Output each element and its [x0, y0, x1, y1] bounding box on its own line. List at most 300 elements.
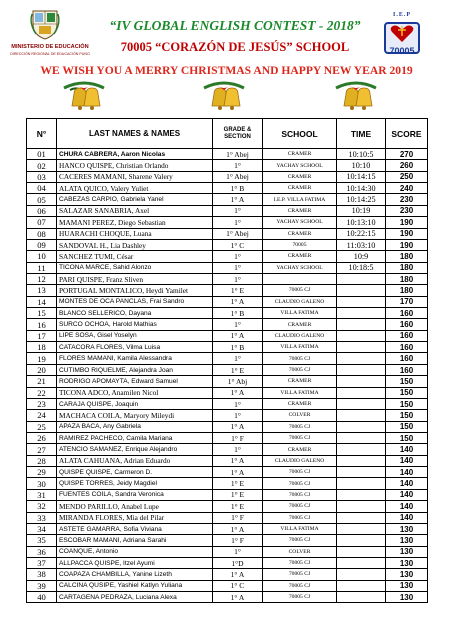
table-row: [27, 410, 428, 421]
score-value: 160: [386, 364, 428, 375]
row-number: 22: [27, 387, 57, 398]
finish-time: [337, 557, 386, 568]
grade-section: 1° A: [213, 467, 263, 478]
row-number: 04: [27, 183, 57, 194]
finish-time: [337, 353, 386, 364]
results-table: [26, 118, 428, 603]
student-name: FUENTES COILA, Sandra Veronica: [57, 489, 213, 500]
row-number: 39: [27, 580, 57, 591]
row-number: 09: [27, 239, 57, 250]
school-name: CRAMER: [263, 376, 337, 387]
school-name: 70005 CJ: [263, 580, 337, 591]
score-value: 160: [386, 308, 428, 319]
grade-section: 1°: [213, 251, 263, 262]
row-number: 19: [27, 353, 57, 364]
school-name: CLAUDIO GALENO: [263, 296, 337, 307]
finish-time: 10:9: [337, 251, 386, 262]
score-value: 190: [386, 228, 428, 239]
finish-time: [337, 546, 386, 557]
finish-time: 10:14:25: [337, 194, 386, 205]
table-row: [27, 398, 428, 409]
table-row: [27, 432, 428, 443]
student-name: ALATA QUICO, Valery Yuliet: [57, 183, 213, 194]
grade-section: 1° F: [213, 512, 263, 523]
finish-time: 10:19: [337, 205, 386, 216]
score-value: 160: [386, 353, 428, 364]
finish-time: [337, 580, 386, 591]
grade-section: 1° A: [213, 194, 263, 205]
grade-section: 1°: [213, 273, 263, 284]
score-value: 250: [386, 171, 428, 182]
finish-time: [337, 421, 386, 432]
row-number: 27: [27, 444, 57, 455]
grade-section: 1°: [213, 205, 263, 216]
student-name: CHURA CABRERA, Aaron Nicolas: [57, 149, 213, 160]
finish-time: [337, 444, 386, 455]
school-name: CRAMER: [263, 171, 337, 182]
finish-time: [337, 523, 386, 534]
score-value: 230: [386, 194, 428, 205]
table-row: [27, 512, 428, 523]
table-row: [27, 228, 428, 239]
school-name: 70005 CJ: [263, 535, 337, 546]
score-value: 160: [386, 319, 428, 330]
row-number: 08: [27, 228, 57, 239]
grade-section: 1°: [213, 444, 263, 455]
school-name: VILLA FATIMA: [263, 523, 337, 534]
row-number: 21: [27, 376, 57, 387]
school-name: CRAMER: [263, 205, 337, 216]
row-number: 33: [27, 512, 57, 523]
table-row: [27, 239, 428, 250]
finish-time: 10:10:5: [337, 149, 386, 160]
score-value: 180: [386, 262, 428, 273]
grade-section: 1°: [213, 262, 263, 273]
table-row: [27, 580, 428, 591]
table-row: [27, 455, 428, 466]
table-row: [27, 296, 428, 307]
score-value: 130: [386, 557, 428, 568]
christmas-bells-icon: [196, 80, 252, 120]
student-name: MENDO PARILLO, Anabel Lupe: [57, 501, 213, 512]
school-name: 70005: [263, 239, 337, 250]
column-header-school: SCHOOL: [263, 119, 337, 149]
school-name: VILLA FATIMA: [263, 387, 337, 398]
student-name: QUISPE TORRES, Jeidy Magdiel: [57, 478, 213, 489]
student-name: FLORES MAMANI, Kamila Alessandra: [57, 353, 213, 364]
row-number: 37: [27, 557, 57, 568]
grade-section: 1° E: [213, 501, 263, 512]
table-row: [27, 387, 428, 398]
grade-section: 1° Abej: [213, 171, 263, 182]
finish-time: [337, 489, 386, 500]
school-name: YACHAY SCHOOL: [263, 262, 337, 273]
school-name: YACHAY SCHOOL: [263, 217, 337, 228]
row-number: 25: [27, 421, 57, 432]
student-name: PARI QUISPE, Franz Sliven: [57, 273, 213, 284]
grade-section: 1° Abej: [213, 149, 263, 160]
table-row: [27, 160, 428, 171]
row-number: 35: [27, 535, 57, 546]
school-title: 70005 “CORAZÓN DE JESÚS” SCHOOL: [120, 40, 350, 54]
grade-section: 1°: [213, 319, 263, 330]
row-number: 38: [27, 569, 57, 580]
student-name: ALLPACCA QUISPE, Itzel Ayumi: [57, 557, 213, 568]
school-name: CRAMER: [263, 228, 337, 239]
grade-section: 1° B: [213, 308, 263, 319]
student-name: CARTAGENA PEDRAZA, Luciana Alexa: [57, 592, 213, 603]
table-row: [27, 592, 428, 603]
finish-time: [337, 330, 386, 341]
score-value: 130: [386, 523, 428, 534]
grade-section: 1°: [213, 410, 263, 421]
column-header-names: LAST NAMES & NAMES: [57, 119, 213, 149]
score-value: 160: [386, 330, 428, 341]
finish-time: [337, 273, 386, 284]
student-name: LIPE SOSA, Gisel Yoselyn: [57, 330, 213, 341]
grade-section: 1° F: [213, 432, 263, 443]
school-name: 70005 CJ: [263, 489, 337, 500]
student-name: MACHACA COILA, Maryory Mileydi: [57, 410, 213, 421]
score-value: 140: [386, 467, 428, 478]
finish-time: 10:13:10: [337, 217, 386, 228]
school-name: COLVER: [263, 546, 337, 557]
table-row: [27, 376, 428, 387]
student-name: SURCO OCHOA, Harold Mathias: [57, 319, 213, 330]
row-number: 40: [27, 592, 57, 603]
score-value: 180: [386, 285, 428, 296]
finish-time: [337, 308, 386, 319]
row-number: 10: [27, 251, 57, 262]
row-number: 26: [27, 432, 57, 443]
holiday-banner: WE WISH YOU A MERRY CHRISTMAS AND HAPPY NEW YEAR 2019: [40, 64, 413, 77]
student-name: CALCINA QUSIPE, Yashiel Katlyn Yuliana: [57, 580, 213, 591]
grade-section: 1° A: [213, 455, 263, 466]
school-name: CRAMER: [263, 444, 337, 455]
score-value: 140: [386, 455, 428, 466]
student-name: MONTES DE OCA PANCLAS, Frai Sandro: [57, 296, 213, 307]
student-name: ATENCIO SAMANEZ, Enrique Alejandro: [57, 444, 213, 455]
row-number: 34: [27, 523, 57, 534]
table-row: [27, 523, 428, 534]
score-value: 150: [386, 421, 428, 432]
table-row: [27, 183, 428, 194]
grade-section: 1° Abj: [213, 376, 263, 387]
grade-section: 1°D: [213, 557, 263, 568]
school-name: 70005 CJ: [263, 569, 337, 580]
finish-time: 10:22:15: [337, 228, 386, 239]
grade-section: 1° E: [213, 364, 263, 375]
score-value: 190: [386, 217, 428, 228]
table-row: [27, 149, 428, 160]
ministry-crest: [10, 8, 90, 66]
row-number: 18: [27, 342, 57, 353]
finish-time: [337, 501, 386, 512]
score-value: 130: [386, 535, 428, 546]
student-name: CABEZAS CARPIO, Gabriela Yanel: [57, 194, 213, 205]
finish-time: 10:14:30: [337, 183, 386, 194]
score-value: 180: [386, 251, 428, 262]
score-value: 270: [386, 149, 428, 160]
row-number: 32: [27, 501, 57, 512]
score-value: 230: [386, 205, 428, 216]
row-number: 20: [27, 364, 57, 375]
row-number: 17: [27, 330, 57, 341]
table-row: [27, 467, 428, 478]
student-name: CACERES MAMANI, Sharene Valery: [57, 171, 213, 182]
grade-section: 1° A: [213, 387, 263, 398]
row-number: 24: [27, 410, 57, 421]
column-header-time: TIME: [337, 119, 386, 149]
row-number: 16: [27, 319, 57, 330]
score-value: 260: [386, 160, 428, 171]
score-value: 180: [386, 273, 428, 284]
grade-section: 1° E: [213, 285, 263, 296]
student-name: BLANCO SELLERICO, Dayana: [57, 308, 213, 319]
grade-section: 1° A: [213, 523, 263, 534]
christmas-bells-icon: [56, 80, 112, 120]
school-name: YACHAY SCHOOL: [263, 160, 337, 171]
row-number: 28: [27, 455, 57, 466]
row-number: 07: [27, 217, 57, 228]
table-row: [27, 285, 428, 296]
school-name: CRAMER: [263, 183, 337, 194]
student-name: TICONA ADCO, Anamilen Nicol: [57, 387, 213, 398]
row-number: 23: [27, 398, 57, 409]
school-name: COLVER: [263, 410, 337, 421]
student-name: RAMIREZ PACHECO, Camila Mariana: [57, 432, 213, 443]
column-header-number: N°: [27, 119, 57, 149]
finish-time: [337, 364, 386, 375]
student-name: CUTIMBO RIQUELME, Alejandra Joan: [57, 364, 213, 375]
student-name: MAMANI PEREZ, Diego Sebastian: [57, 217, 213, 228]
grade-section: 1° C: [213, 580, 263, 591]
score-value: 150: [386, 376, 428, 387]
grade-header-line2: SECTION: [224, 133, 251, 140]
table-row: [27, 319, 428, 330]
christmas-bells-icon: [328, 80, 384, 120]
contest-title: “IV GLOBAL ENGLISH CONTEST - 2018”: [109, 18, 361, 33]
score-value: 130: [386, 546, 428, 557]
score-value: 160: [386, 342, 428, 353]
table-row: [27, 342, 428, 353]
regional-directorate: DIRECCIÓN REGIONAL DE EDUCACIÓN PUNO: [10, 52, 90, 56]
student-name: HANCO QUISPE, Christian Orlando: [57, 160, 213, 171]
table-row: [27, 330, 428, 341]
row-number: 36: [27, 546, 57, 557]
column-header-grade: [213, 119, 263, 149]
school-name: 70005 CJ: [263, 512, 337, 523]
column-header-score: SCORE: [386, 119, 428, 149]
table-row: [27, 557, 428, 568]
school-name: CLAUDIO GALENO: [263, 455, 337, 466]
row-number: 30: [27, 478, 57, 489]
school-name: CLAUDIO GALENO: [263, 330, 337, 341]
student-name: RODRIGO APOMAYTA, Edward Samuel: [57, 376, 213, 387]
grade-section: 1° A: [213, 421, 263, 432]
table-row: [27, 535, 428, 546]
score-value: 140: [386, 444, 428, 455]
row-number: 12: [27, 273, 57, 284]
student-name: MIRANDA FLORES, Mia del Pilar: [57, 512, 213, 523]
school-name: [263, 273, 337, 284]
table-row: [27, 569, 428, 580]
school-name: CRAMER: [263, 398, 337, 409]
grade-section: 1° C: [213, 239, 263, 250]
grade-section: 1° A: [213, 569, 263, 580]
grade-section: 1° E: [213, 489, 263, 500]
row-number: 13: [27, 285, 57, 296]
grade-section: 1° A: [213, 592, 263, 603]
table-header-row: [27, 119, 428, 149]
score-value: 130: [386, 569, 428, 580]
row-number: 29: [27, 467, 57, 478]
student-name: CATACORA FLORES, Vilma Luisa: [57, 342, 213, 353]
row-number: 14: [27, 296, 57, 307]
finish-time: [337, 432, 386, 443]
table-row: [27, 194, 428, 205]
table-body: [27, 149, 428, 603]
table-row: [27, 353, 428, 364]
finish-time: [337, 410, 386, 421]
finish-time: [337, 285, 386, 296]
student-name: ALATA CAHUANA, Adrian Eduardo: [57, 455, 213, 466]
finish-time: [337, 319, 386, 330]
grade-section: 1° B: [213, 183, 263, 194]
score-value: 140: [386, 501, 428, 512]
table-row: [27, 217, 428, 228]
school-name: I.E.P. VILLA FATIMA: [263, 194, 337, 205]
peru-shield-icon: [30, 8, 60, 40]
student-name: CARAJA QUISPE, Joaquin: [57, 398, 213, 409]
score-value: 140: [386, 478, 428, 489]
finish-time: [337, 296, 386, 307]
finish-time: [337, 398, 386, 409]
table-row: [27, 262, 428, 273]
school-name: 70005 CJ: [263, 557, 337, 568]
finish-time: [337, 535, 386, 546]
finish-time: 10:14:15: [337, 171, 386, 182]
student-name: HUARACHI CHOQUE, Luana: [57, 228, 213, 239]
school-name: 70005 CJ: [263, 432, 337, 443]
table-row: [27, 444, 428, 455]
student-name: SALAZAR SANABRIA, Axel: [57, 205, 213, 216]
school-name: 70005 CJ: [263, 285, 337, 296]
table-row: [27, 364, 428, 375]
grade-section: 1° A: [213, 296, 263, 307]
heart-cross-icon: [386, 24, 418, 44]
school-name: 70005 CJ: [263, 478, 337, 489]
row-number: 06: [27, 205, 57, 216]
school-logo: [376, 12, 428, 64]
student-name: SANCHEZ TUMI, César: [57, 251, 213, 262]
grade-section: 1°: [213, 546, 263, 557]
finish-time: [337, 376, 386, 387]
school-logo-number: 70005: [389, 46, 415, 56]
school-name: 70005 CJ: [263, 501, 337, 512]
score-value: 140: [386, 512, 428, 523]
row-number: 01: [27, 149, 57, 160]
score-value: 240: [386, 183, 428, 194]
table-row: [27, 421, 428, 432]
table-row: [27, 478, 428, 489]
finish-time: [337, 512, 386, 523]
school-name: 70005 CJ: [263, 421, 337, 432]
student-name: COANQUE, Antonio: [57, 546, 213, 557]
score-value: 150: [386, 398, 428, 409]
table-row: [27, 205, 428, 216]
score-value: 150: [386, 387, 428, 398]
finish-time: [337, 387, 386, 398]
row-number: 11: [27, 262, 57, 273]
student-name: SANDOVAL H., Lia Dashley: [57, 239, 213, 250]
table-row: [27, 546, 428, 557]
score-value: 130: [386, 592, 428, 603]
finish-time: [337, 478, 386, 489]
grade-section: 1°: [213, 398, 263, 409]
student-name: PORTUGAL MONTALICO, Heydi Yamilet: [57, 285, 213, 296]
student-name: COAPAZA CHAMBILLA, Yanine Lizeth: [57, 569, 213, 580]
student-name: APAZA BACA, Any Gabriela: [57, 421, 213, 432]
school-name: VILLA FATIMA: [263, 308, 337, 319]
grade-section: 1° B: [213, 342, 263, 353]
school-name: 70005 CJ: [263, 467, 337, 478]
score-value: 150: [386, 410, 428, 421]
school-name: 70005 CJ: [263, 353, 337, 364]
ministry-name: MINISTERIO DE EDUCACIÓN: [11, 44, 89, 50]
finish-time: [337, 467, 386, 478]
finish-time: 10:18:5: [337, 262, 386, 273]
score-value: 150: [386, 432, 428, 443]
row-number: 05: [27, 194, 57, 205]
school-logo-acronym: I.E.P: [392, 12, 411, 18]
grade-section: 1°: [213, 217, 263, 228]
score-value: 130: [386, 580, 428, 591]
student-name: ESCOBAR MAMANI, Adriana Sarahi: [57, 535, 213, 546]
finish-time: [337, 455, 386, 466]
school-name: 70005 CJ: [263, 364, 337, 375]
table-row: [27, 489, 428, 500]
score-value: 140: [386, 489, 428, 500]
table-row: [27, 251, 428, 262]
grade-header-line1: GRADE &: [223, 126, 252, 133]
row-number: 15: [27, 308, 57, 319]
grade-section: 1° A: [213, 330, 263, 341]
school-name: VILLA FATIMA: [263, 342, 337, 353]
row-number: 02: [27, 160, 57, 171]
grade-section: 1°: [213, 353, 263, 364]
student-name: TICONA MARCE, Sahid Alonzo: [57, 262, 213, 273]
school-name: 70005 CJ: [263, 592, 337, 603]
row-number: 03: [27, 171, 57, 182]
student-name: QUISPE QUISPE, Carmeron D.: [57, 467, 213, 478]
table-row: [27, 171, 428, 182]
score-value: 190: [386, 239, 428, 250]
grade-section: 1°: [213, 160, 263, 171]
score-value: 170: [386, 296, 428, 307]
finish-time: [337, 342, 386, 353]
table-row: [27, 308, 428, 319]
finish-time: [337, 592, 386, 603]
school-name: CRAMER: [263, 319, 337, 330]
table-row: [27, 501, 428, 512]
row-number: 31: [27, 489, 57, 500]
table-row: [27, 273, 428, 284]
finish-time: 11:03:10: [337, 239, 386, 250]
student-name: ASTETE GAMARRA, Sofia Viviana: [57, 523, 213, 534]
finish-time: [337, 569, 386, 580]
grade-section: 1° F: [213, 535, 263, 546]
